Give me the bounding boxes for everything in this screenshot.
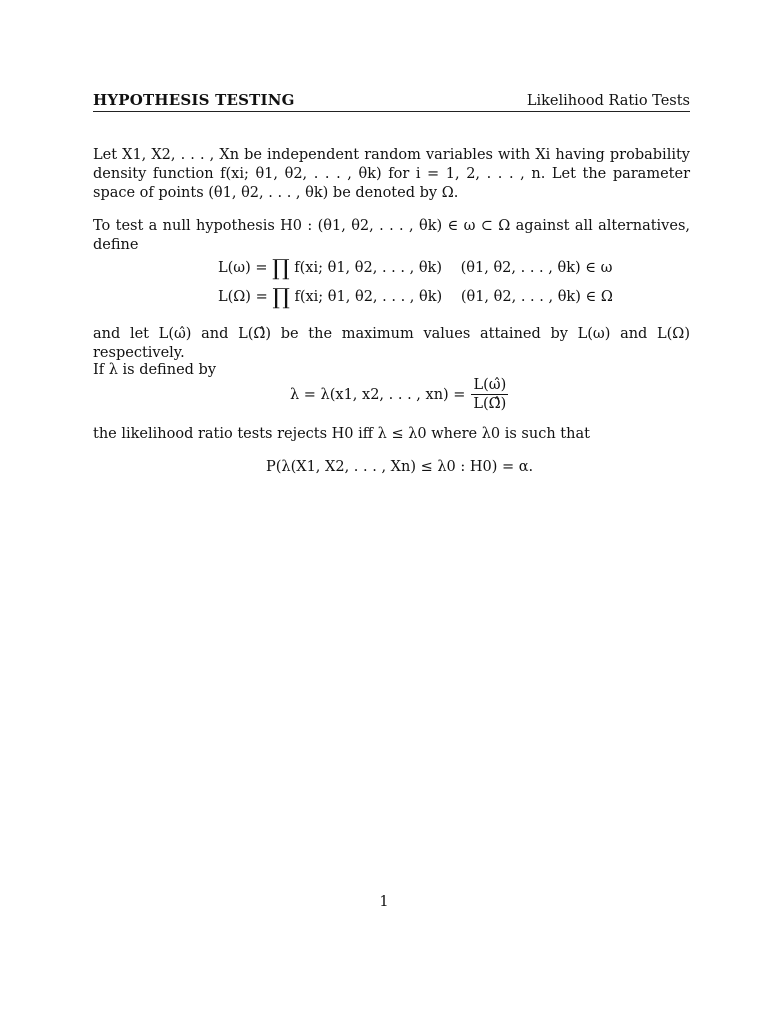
equation-likelihood-omega — [218, 256, 612, 281]
page-number: 1 — [379, 894, 389, 910]
product-symbol: ∏ — [272, 285, 290, 310]
eq2-lhs: L(Ω) = — [218, 289, 268, 305]
paragraph-lambda-intro: If λ is defined by — [93, 362, 217, 378]
eq1-rhs: f(xi; θ1, θ2, . . . , θk) — [294, 260, 442, 276]
lambda-lhs: λ = λ(x1, x2, . . . , xn) = — [290, 386, 466, 403]
product-symbol: ∏ — [272, 256, 290, 281]
eq2-condition: (θ1, θ2, . . . , θk) ∈ Ω — [460, 289, 613, 305]
eq1-lhs: L(ω) = — [218, 260, 268, 276]
paragraph-null-hypothesis: To test a null hypothesis H0 : (θ1, θ2, . . . , θk) ∈ ω ⊂ Ω against all alternatives, define — [93, 218, 690, 253]
eq2-rhs: f(xi; θ1, θ2, . . . , θk) — [294, 289, 443, 305]
eq1-condition: (θ1, θ2, . . . , θk) ∈ ω — [460, 260, 613, 276]
paragraph-definitions: Let X1, X2, . . . , Xn be independent random variables with Xi having probability density function f(xi; θ1, θ2, . . . , θk) for i = 1, 2, . . . , n. Let the parameter space of points (θ1, θ2, . . . , θk) be denoted by Ω. — [93, 147, 690, 201]
fraction-numerator: L(ω̂) — [473, 377, 507, 393]
paragraph-maximum-values: and let L(ω̂) and L(Ω̂) be the maximum values attained by L(ω) and L(Ω) respectively. — [93, 326, 690, 361]
equation-lambda — [290, 377, 508, 412]
fraction-denominator: L(Ω̂) — [473, 396, 507, 412]
header-section: Likelihood Ratio Tests — [526, 93, 690, 109]
header-title: HYPOTHESIS TESTING — [93, 91, 295, 109]
paragraph-rejection-rule: the likelihood ratio tests rejects H0 iff λ ≤ λ0 where λ0 is such that — [93, 426, 590, 442]
equation-significance: P(λ(X1, X2, . . . , Xn) ≤ λ0 : H0) = α. — [266, 459, 534, 475]
running-header — [93, 87, 690, 112]
lambda-fraction — [471, 377, 508, 412]
equation-likelihood-Omega — [218, 285, 613, 310]
